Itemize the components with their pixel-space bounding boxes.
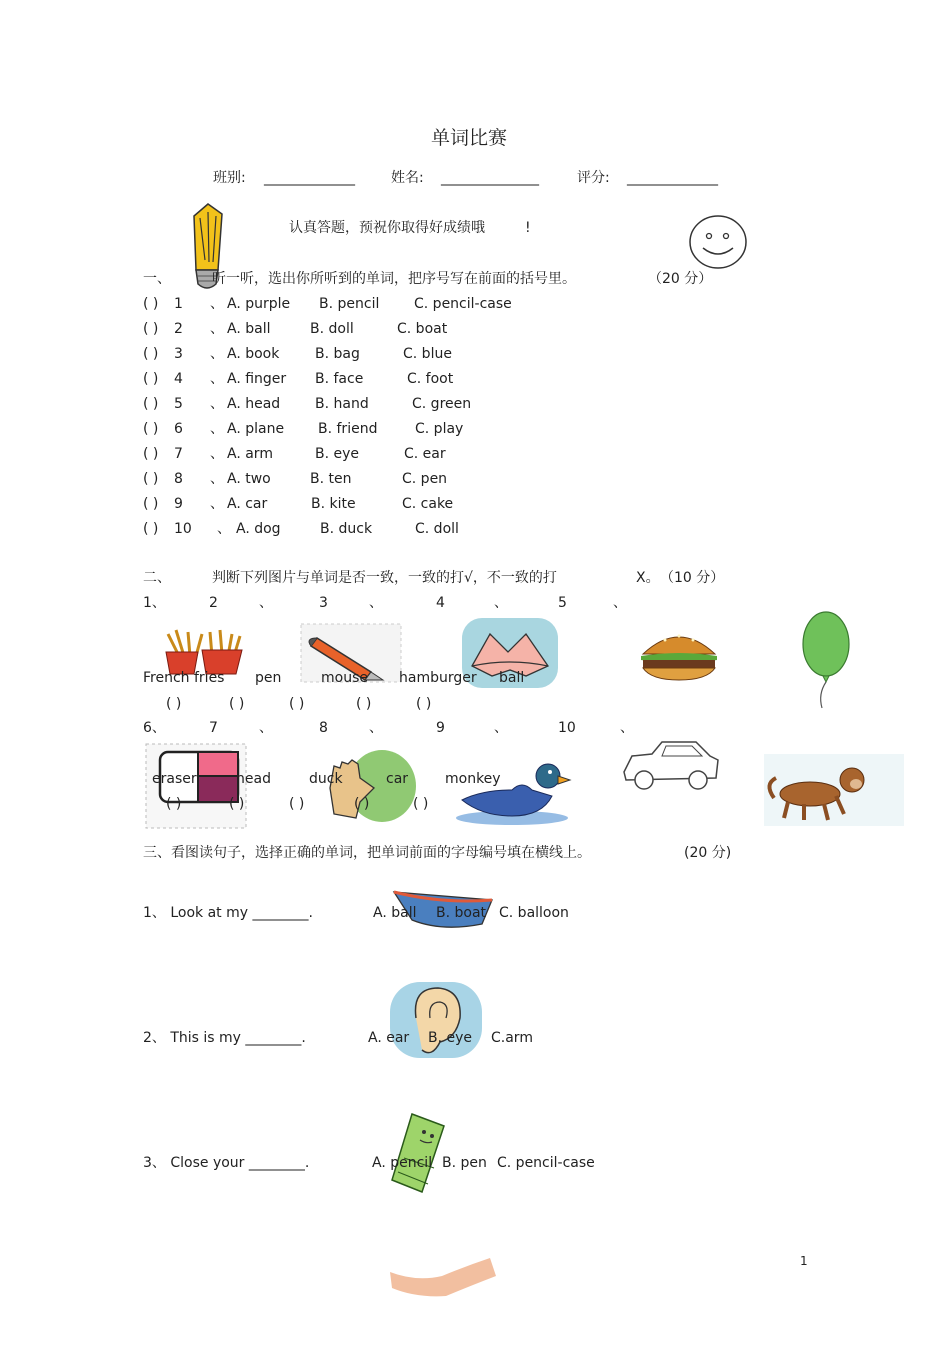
section2-x-mark: X。: [636, 570, 660, 586]
option-c: C. balloon: [499, 905, 569, 921]
option-b: B. bag: [315, 346, 360, 362]
item-separator: 、: [210, 471, 224, 487]
encourage-mark: !: [525, 220, 531, 236]
item-number: 1: [174, 296, 183, 312]
answer-paren[interactable]: ( ): [143, 421, 159, 437]
sentence-2: 2、 This is my ________.: [143, 1030, 306, 1046]
option-b: B. duck: [320, 521, 373, 537]
answer-paren[interactable]: ( ): [143, 296, 159, 312]
item-number: 3: [174, 346, 183, 362]
option-a: A. ball: [227, 321, 271, 337]
answer-paren[interactable]: ( ): [143, 321, 159, 337]
option-a: A. head: [227, 396, 281, 412]
class-blank[interactable]: _____________: [264, 170, 355, 186]
section1-number: 一、: [143, 271, 171, 287]
option-b: B. eye: [428, 1030, 473, 1046]
option-b: B. hand: [315, 396, 369, 412]
option-a: A. two: [227, 471, 271, 487]
item-separator: 、: [210, 421, 224, 437]
monkey-icon: [764, 754, 904, 826]
row2-number-10: 10: [558, 720, 576, 736]
option-b: B. boat: [436, 905, 487, 921]
word-monkey: monkey: [445, 771, 501, 787]
sentence-1: 1、 Look at my ________.: [143, 905, 313, 921]
name-label: 姓名:: [391, 170, 424, 186]
item-number: 6: [174, 421, 183, 437]
option-b: B. kite: [311, 496, 356, 512]
option-b: B. ten: [310, 471, 352, 487]
answer-paren[interactable]: ( ): [229, 796, 245, 812]
row1-number-5: 5: [558, 595, 567, 611]
word-head: head: [236, 771, 271, 787]
option-c: C. boat: [397, 321, 448, 337]
answer-paren[interactable]: ( ): [143, 396, 159, 412]
section1-instruction: 听一听，选出你所听到的单词，把序号写在前面的括号里。: [212, 271, 576, 287]
row1-number-1: 1、: [143, 595, 166, 611]
option-b: B. friend: [318, 421, 378, 437]
option-c: C. foot: [407, 371, 454, 387]
option-c: C. pencil-case: [497, 1155, 595, 1171]
word-mouse: mouse: [321, 670, 368, 686]
row1-separator: 、: [613, 595, 627, 611]
option-a: A. purple: [227, 296, 291, 312]
word-pen: pen: [255, 670, 282, 686]
section2-number: 二、: [143, 570, 171, 586]
answer-paren[interactable]: ( ): [143, 521, 159, 537]
answer-paren[interactable]: ( ): [356, 696, 372, 712]
sentence-3: 3、 Close your ________.: [143, 1155, 310, 1171]
answer-paren[interactable]: ( ): [289, 696, 305, 712]
word-ball: ball: [499, 670, 525, 686]
section3-instruction: 三、看图读句子，选择正确的单词，把单词前面的字母编号填在横线上。: [143, 845, 591, 861]
option-c: C. green: [412, 396, 472, 412]
option-a: A. pencil: [372, 1155, 433, 1171]
answer-paren[interactable]: ( ): [413, 796, 429, 812]
word-french-fries: French fries: [143, 670, 225, 686]
word-duck: duck: [309, 771, 343, 787]
word-car: car: [386, 771, 409, 787]
item-separator: 、: [210, 321, 224, 337]
answer-paren[interactable]: ( ): [354, 796, 370, 812]
option-a: A. plane: [227, 421, 285, 437]
answer-paren[interactable]: ( ): [143, 371, 159, 387]
section2-points: （10 分）: [660, 570, 725, 586]
option-a: A. book: [227, 346, 280, 362]
option-b: B. face: [315, 371, 364, 387]
row2-separator: 、: [494, 720, 508, 736]
item-separator: 、: [210, 396, 224, 412]
car-icon: [618, 736, 722, 796]
section3-points: (20 分): [684, 845, 732, 861]
item-separator: 、: [217, 521, 231, 537]
item-separator: 、: [210, 446, 224, 462]
word-eraser: eraser: [152, 771, 197, 787]
option-b: B. pen: [442, 1155, 487, 1171]
pencil-case-icon: [388, 1110, 448, 1196]
row1-number-3: 3: [319, 595, 328, 611]
option-b: B. eye: [315, 446, 360, 462]
item-number: 4: [174, 371, 183, 387]
item-separator: 、: [210, 371, 224, 387]
item-number: 7: [174, 446, 183, 462]
row2-number-8: 8: [319, 720, 328, 736]
ear-icon: [386, 978, 486, 1062]
section1-points: （20 分）: [648, 271, 713, 287]
row2-separator: 、: [369, 720, 383, 736]
row2-number-7: 7: [209, 720, 218, 736]
option-c: C. pencil-case: [414, 296, 512, 312]
class-label: 班别:: [213, 170, 246, 186]
arm-icon: [386, 1252, 498, 1302]
duck-icon: [452, 760, 572, 826]
option-a: A. arm: [227, 446, 273, 462]
item-number: 10: [174, 521, 192, 537]
item-separator: 、: [210, 346, 224, 362]
option-a: A. dog: [236, 521, 281, 537]
option-c: C.arm: [491, 1030, 533, 1046]
encourage-text: 认真答题，预祝你取得好成绩哦: [289, 220, 485, 236]
option-a: A. ear: [368, 1030, 410, 1046]
option-c: C. ear: [404, 446, 446, 462]
balloon-icon: [800, 608, 854, 712]
option-c: C. blue: [403, 346, 452, 362]
option-c: C. play: [415, 421, 464, 437]
row1-separator: 、: [369, 595, 383, 611]
answer-paren[interactable]: ( ): [143, 496, 159, 512]
answer-paren[interactable]: ( ): [143, 446, 159, 462]
option-a: A. car: [227, 496, 268, 512]
row2-separator: 、: [259, 720, 273, 736]
item-number: 8: [174, 471, 183, 487]
answer-paren[interactable]: ( ): [229, 696, 245, 712]
item-number: 2: [174, 321, 183, 337]
hamburger-icon: [637, 628, 721, 682]
section2-instruction: 判断下列图片与单词是否一致，一致的打√，不一致的打: [212, 570, 557, 586]
item-number: 5: [174, 396, 183, 412]
row1-number-4: 4: [436, 595, 445, 611]
row1-separator: 、: [494, 595, 508, 611]
page-title: 单词比赛: [431, 127, 508, 149]
row1-number-2: 2: [209, 595, 218, 611]
name-blank[interactable]: ______________: [441, 170, 539, 186]
row1-separator: 、: [259, 595, 273, 611]
answer-paren[interactable]: ( ): [416, 696, 432, 712]
french-fries-icon: [162, 628, 246, 676]
smiley-face-icon: [688, 214, 750, 272]
item-separator: 、: [210, 496, 224, 512]
answer-paren[interactable]: ( ): [143, 346, 159, 362]
answer-paren[interactable]: ( ): [143, 471, 159, 487]
row2-separator: 、: [620, 720, 634, 736]
option-c: C. cake: [402, 496, 454, 512]
option-c: C. doll: [415, 521, 459, 537]
answer-paren[interactable]: ( ): [166, 696, 182, 712]
option-a: A. ball: [373, 905, 417, 921]
option-b: B. pencil: [319, 296, 380, 312]
word-hamburger: hamburger: [399, 670, 477, 686]
page-number: 1: [800, 1254, 808, 1268]
option-c: C. pen: [402, 471, 448, 487]
answer-paren[interactable]: ( ): [289, 796, 305, 812]
score-label: 评分:: [577, 170, 610, 186]
row2-number-9: 9: [436, 720, 445, 736]
row2-number-6: 6、: [143, 720, 166, 736]
answer-paren[interactable]: ( ): [166, 796, 182, 812]
score-blank[interactable]: _____________: [627, 170, 718, 186]
item-number: 9: [174, 496, 183, 512]
option-b: B. doll: [310, 321, 354, 337]
item-separator: 、: [210, 296, 224, 312]
option-a: A. finger: [227, 371, 287, 387]
